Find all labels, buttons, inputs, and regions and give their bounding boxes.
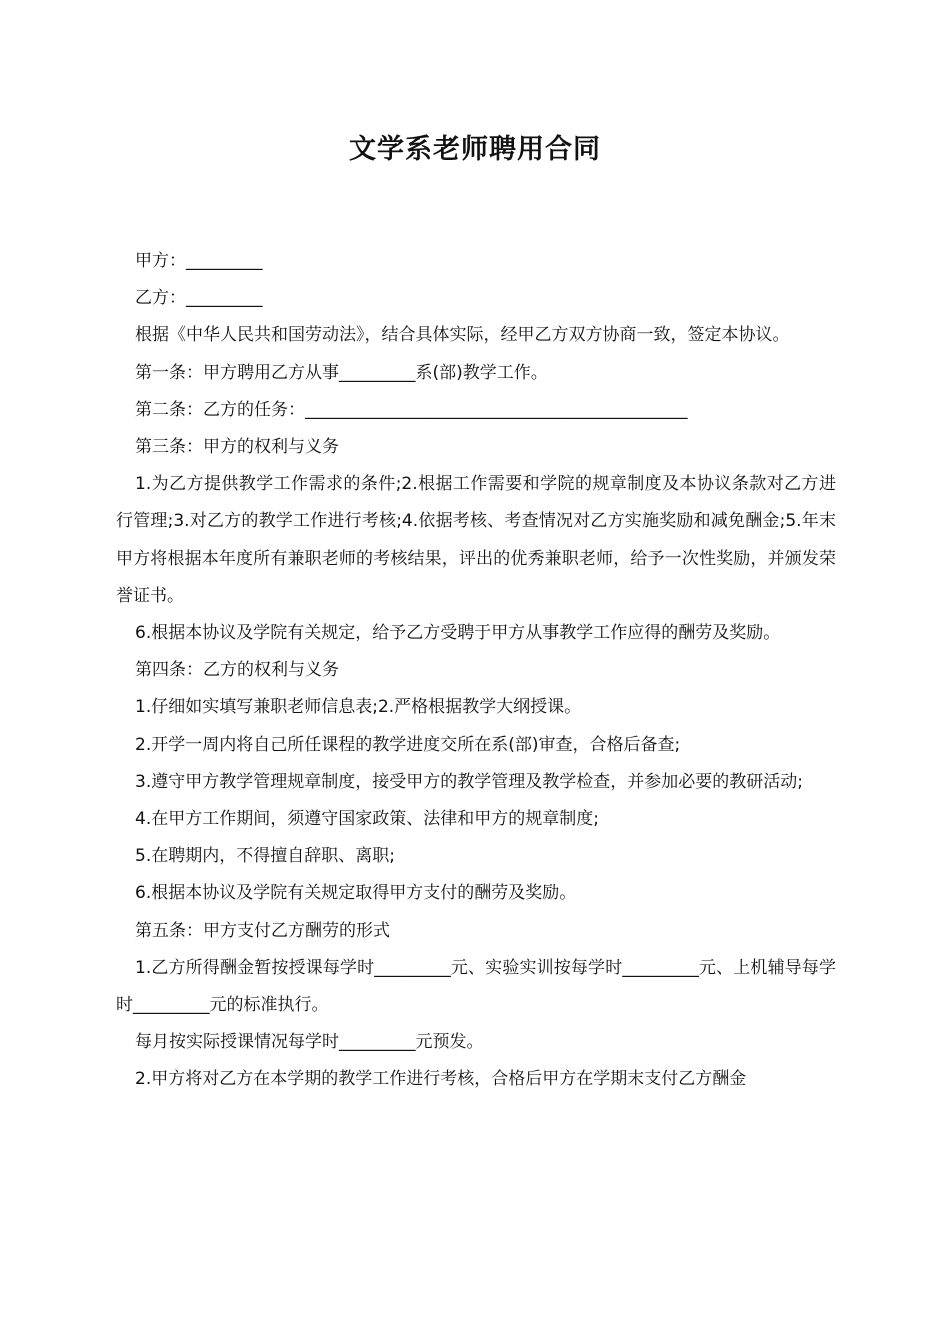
article-5-item-1: 1.乙方所得酬金暂按授课每学时_________元、实验实训按每学时_________元、上机辅导每学时_________元的标准执行。 [116, 957, 836, 1016]
party-a-line: 甲方：_________ [135, 251, 263, 271]
article-4-item-4: 4.在甲方工作期间，须遵守国家政策、法律和甲方的规章制度; [135, 809, 599, 830]
document-body [116, 243, 836, 1099]
party-b-line: 乙方：_________ [135, 288, 263, 309]
article-3-items: 1.为乙方提供教学工作需求的条件;2.根据工作需要和学院的规章制度及本协议条款对乙方进行管理;3.对乙方的教学工作进行考核;4.依据考核、考查情况对乙方实施奖励和减免酬金;5.年末甲方将根据本年度所有兼职老师的考核结果，评出的优秀兼职老师，给予一次性奖励，并颁发荣誉证书。 [116, 474, 836, 606]
preamble-paragraph: 根据《中华人民共和国劳动法》，结合具体实际，经甲乙方双方协商一致，签定本协议。 [135, 325, 790, 346]
document-title: 文学系老师聘用合同 [349, 134, 601, 165]
article-1: 第一条：甲方聘用乙方从事_________系(部)教学工作。 [135, 362, 548, 383]
article-5-heading: 第五条：甲方支付乙方酬劳的形式 [135, 920, 390, 941]
article-4-item-1: 1.仔细如实填写兼职老师信息表;2.严格根据教学大纲授课。 [135, 697, 582, 718]
article-4-item-6: 6.根据本协议及学院有关规定取得甲方支付的酬劳及奖励。 [135, 883, 577, 904]
article-4-item-3: 3.遵守甲方教学管理规章制度，接受甲方的教学管理及教学检查，并参加必要的教研活动; [135, 771, 803, 792]
article-3-item-6: 6.根据本协议及学院有关规定，给予乙方受聘于甲方从事教学工作应得的酬劳及奖励。 [135, 623, 781, 644]
article-4-item-5: 5.在聘期内，不得擅自辞职、离职; [135, 846, 395, 867]
article-2: 第二条：乙方的任务：_____________________________________________ [135, 399, 688, 420]
article-5-item-2: 2.甲方将对乙方在本学期的教学工作进行考核，合格后甲方在学期末支付乙方酬金 [135, 1069, 747, 1090]
article-5-monthly: 每月按实际授课情况每学时_________元预发。 [135, 1032, 484, 1053]
article-4-item-2: 2.开学一周内将自己所任课程的教学进度交所在系(部)审查，合格后备查; [135, 734, 681, 755]
article-4-heading: 第四条：乙方的权利与义务 [135, 660, 339, 681]
article-3-heading: 第三条：甲方的权利与义务 [135, 437, 339, 458]
